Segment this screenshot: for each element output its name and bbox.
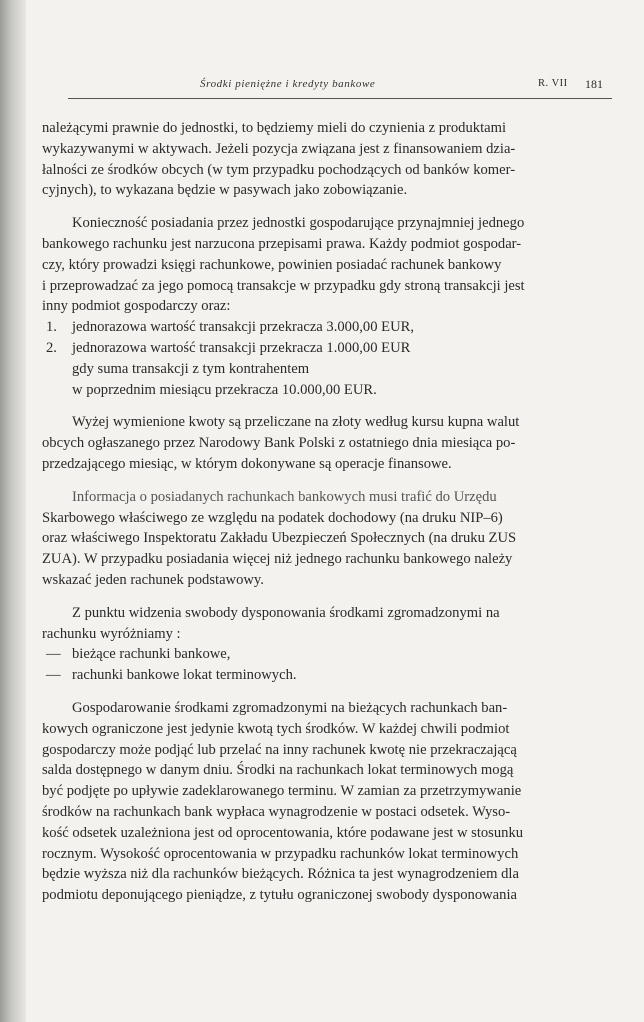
text-line: oraz właściwego Inspektoratu Zakładu Ubezpieczeń Społecznych (na druku ZUS bbox=[42, 530, 517, 547]
text-line: rocznym. Wysokość oprocentowania w przypadku rachunków lokat terminowych bbox=[42, 845, 519, 862]
paragraph-currency-conversion bbox=[42, 412, 573, 474]
text-line: Informacja o posiadanych rachunkach bankowych musi trafić do Urzędu bbox=[72, 488, 497, 505]
conditions-list bbox=[42, 317, 573, 400]
text-line: ZUA). W przypadku posiadania więcej niż jednego rachunku bankowego należy bbox=[42, 551, 513, 568]
paragraph-bank-account-requirement bbox=[42, 213, 573, 317]
text-line: Konieczność posiadania przez jednostki gospodarujące przynajmniej jednego bbox=[72, 215, 525, 232]
page-body bbox=[42, 118, 573, 906]
text-line: podmiotu deponującego pieniądze, z tytułu ograniczonej swobody dysponowania bbox=[42, 887, 517, 904]
paragraph-account-types-intro bbox=[42, 603, 573, 645]
text-line: bankowego rachunku jest narzucona przepisami prawa. Każdy podmiot gospodar- bbox=[42, 235, 522, 252]
text-line: Gospodarowanie środkami zgromadzonymi na bieżących rachunkach ban- bbox=[72, 699, 508, 716]
text-line: gospodarczy może podjąć lub przelać na inny rachunek kwotę nie przekraczającą bbox=[42, 741, 517, 758]
text-line: rachunki bankowe lokat terminowych. bbox=[72, 667, 297, 684]
text-line: obcych ogłaszanego przez Narodowy Bank Polski z ostatniego dnia miesiąca po- bbox=[42, 435, 516, 452]
text-line: i przeprowadzać za jego pomocą transakcje w przypadku gdy stroną transakcji jest bbox=[42, 277, 525, 294]
list-item bbox=[42, 665, 573, 686]
text-line: środków na rachunkach bank wypłaca wynagrodzenie w postaci odsetek. Wyso- bbox=[42, 803, 511, 820]
list-marker: 2. bbox=[46, 339, 57, 356]
text-line: jednorazowa wartość transakcji przekracza 3.000,00 EUR, bbox=[72, 319, 414, 336]
list-marker: — bbox=[46, 667, 61, 684]
account-types-list bbox=[42, 644, 573, 686]
list-item bbox=[42, 338, 573, 400]
running-header bbox=[68, 76, 612, 99]
text-line: czy, który prowadzi księgi rachunkowe, powinien posiadać rachunek bankowy bbox=[42, 256, 502, 273]
text-line: salda dostępnego w danym dniu. Środki na rachunkach lokat terminowych mogą bbox=[42, 762, 514, 779]
text-line: łalności ze środków obcych (w tym przypadku pochodzących od banków komer- bbox=[42, 161, 516, 178]
text-line: gdy suma transakcji z tym kontrahentem bbox=[72, 360, 310, 377]
text-line: rachunku wyróżniamy : bbox=[42, 625, 181, 642]
paragraph-tax-office-notice bbox=[42, 487, 573, 591]
text-line: wykazywanymi w aktywach. Jeżeli pozycja związana jest z finansowaniem dzia- bbox=[42, 140, 516, 157]
list-marker: 1. bbox=[46, 319, 57, 336]
binding-gutter-shadow bbox=[0, 0, 26, 1022]
list-marker: — bbox=[46, 646, 61, 663]
list-item bbox=[42, 644, 573, 665]
chapter-mark: R. VII bbox=[538, 78, 568, 89]
text-line: kość odsetek uzależniona jest od oprocentowania, które podawane jest w stosunku bbox=[42, 824, 524, 841]
text-line: cyjnych), to wykazana będzie w pasywach jako zobowiązanie. bbox=[42, 182, 408, 199]
text-line: wskazać jeden rachunek podstawowy. bbox=[42, 571, 264, 588]
text-line: być podjęte po upływie zadeklarowanego terminu. W zamian za przetrzymywanie bbox=[42, 783, 522, 800]
text-line: jednorazowa wartość transakcji przekracza 1.000,00 EUR bbox=[72, 339, 411, 356]
paragraph-assets-liabilities bbox=[42, 118, 573, 201]
text-line: Z punktu widzenia swobody dysponowania środkami zgromadzonymi na bbox=[72, 604, 500, 621]
text-line: należącymi prawnie do jednostki, to będziemy mieli do czynienia z produktami bbox=[42, 120, 507, 136]
paragraph-account-management bbox=[42, 698, 573, 906]
text-line: przedzającego miesiąc, w którym dokonywane są operacje finansowe. bbox=[42, 455, 452, 472]
text-line: kowych ograniczone jest jedynie kwotą tych środków. W każdej chwili podmiot bbox=[42, 720, 510, 737]
text-line: bieżące rachunki bankowe, bbox=[72, 646, 231, 663]
running-title: Środki pieniężne i kredyty bankowe bbox=[200, 78, 376, 90]
text-line: w poprzednim miesiącu przekracza 10.000,00 EUR. bbox=[72, 381, 377, 398]
list-item bbox=[42, 317, 573, 338]
text-line: inny podmiot gospodarczy oraz: bbox=[42, 298, 231, 315]
text-line: Wyżej wymienione kwoty są przeliczane na złoty według kursu kupna walut bbox=[72, 414, 520, 431]
page-number: 181 bbox=[585, 77, 603, 91]
text-line: Skarbowego właściwego ze względu na podatek dochodowy (na druku NIP–6) bbox=[42, 509, 503, 526]
text-line: będzie wyższa niż dla rachunków bieżących. Różnica ta jest wynagrodzeniem dla bbox=[42, 866, 519, 883]
